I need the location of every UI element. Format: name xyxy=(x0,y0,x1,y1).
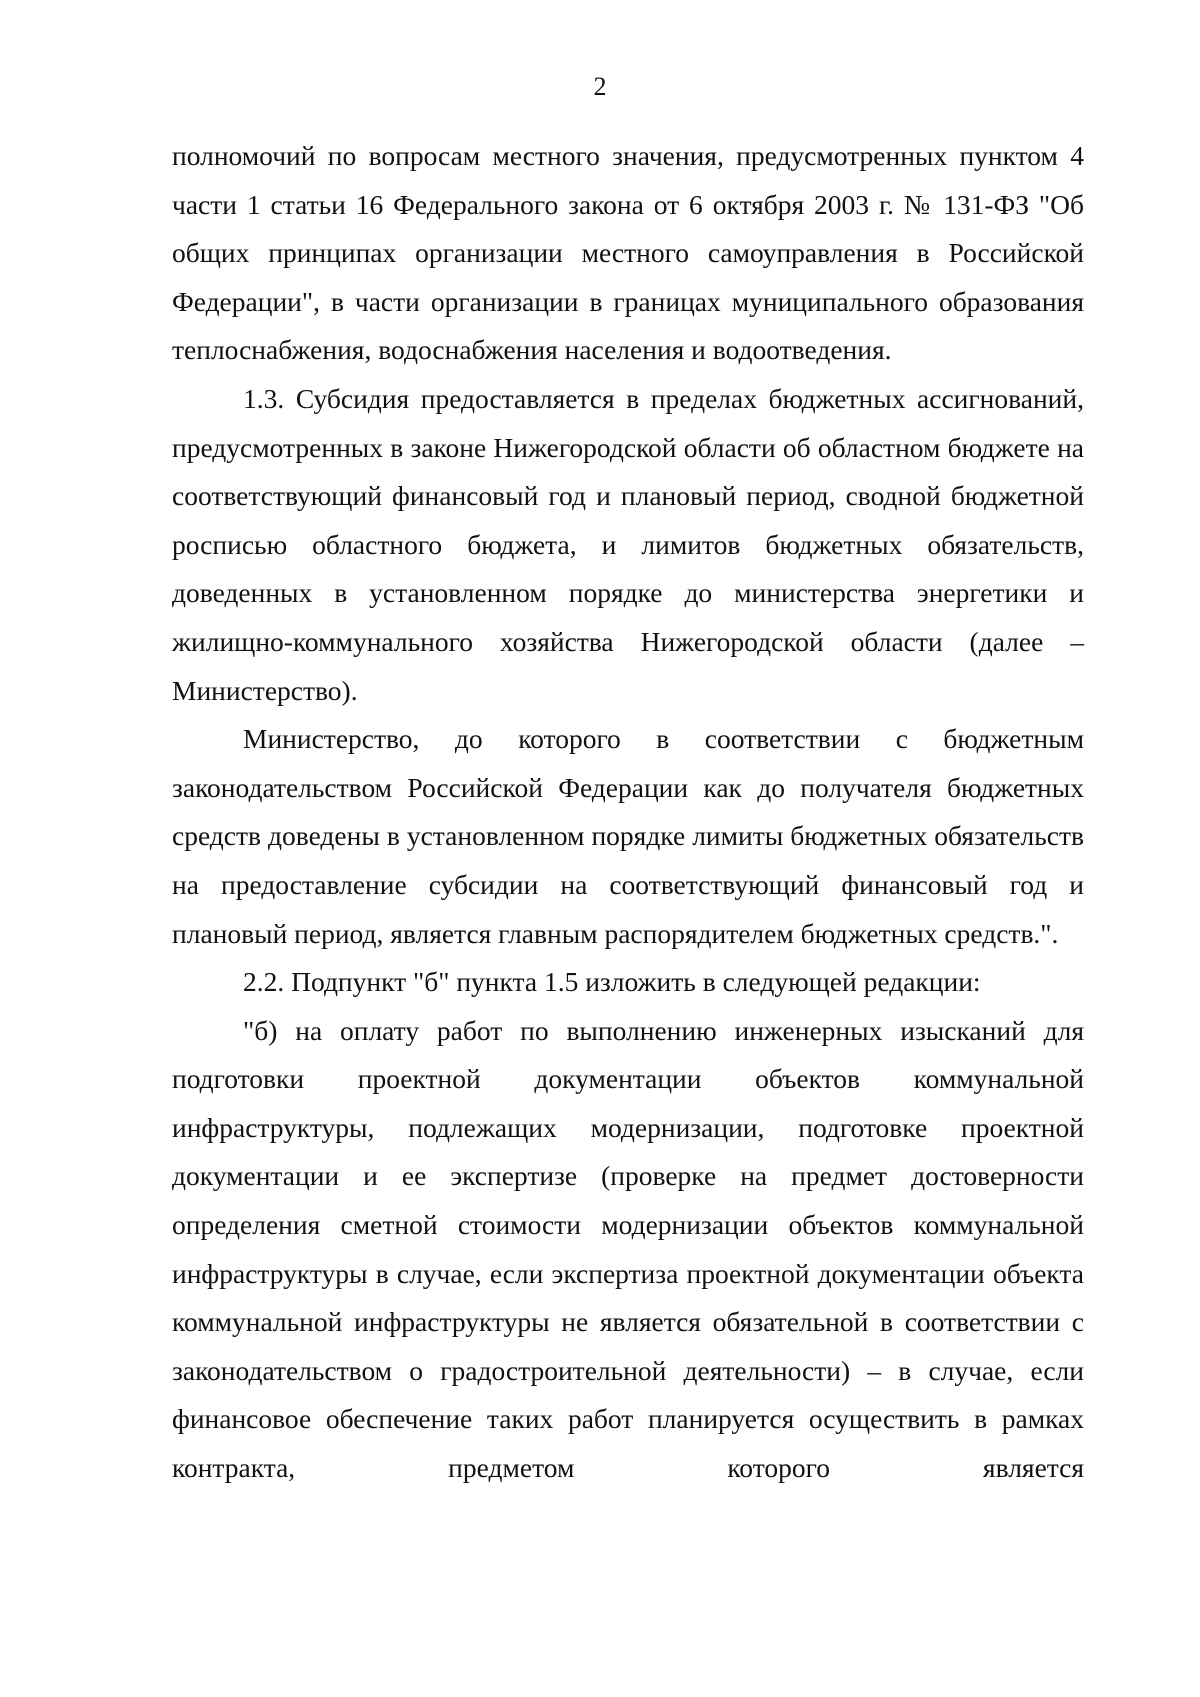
paragraph-ministry: Министерство, до которого в соответствии с бюджетным законодательством Российской Федерации как до получателя бюджетных средств доведены в установленном порядке лимиты бюджетных обязательств на предоставление субсидии на соответствующий финансовый год и плановый период, является главным распорядителем бюджетных средств.". xyxy=(172,723,1084,949)
page-number: 2 xyxy=(593,72,607,101)
paragraph-continuation: полномочий по вопросам местного значения, предусмотренных пунктом 4 части 1 статьи 16 Федерального закона от 6 октября 2003 г. № 131-ФЗ "Об общих принципах организации местного самоуправления в Российской Федерации", в части организации в границах муниципального образования теплоснабжения, водоснабжения населения и водоотведения. xyxy=(172,140,1084,366)
document-body xyxy=(172,132,1084,1493)
paragraph-subpoint-b: "б) на оплату работ по выполнению инженерных изысканий для подготовки проектной документации объектов коммунальной инфраструктуры, подлежащих модернизации, подготовке проектной документации и ее экспертизе (проверке на предмет достоверности определения сметной стоимости модернизации объектов коммунальной инфраструктуры в случае, если экспертиза проектной документации объекта коммунальной инфраструктуры не является обязательной в соответствии с законодательством о градостроительной деятельности) – в случае, если финансовое обеспечение таких работ планируется осуществить в рамках контракта, предметом которого является xyxy=(172,1014,1084,1484)
paragraph-subsidy-1-3: 1.3. Субсидия предоставляется в пределах бюджетных ассигнований, предусмотренных в законе Нижегородской области об областном бюджете на соответствующий финансовый год и плановый период, сводной бюджетной росписью областного бюджета, и лимитов бюджетных обязательств, доведенных в установленном порядке до министерства энергетики и жилищно-коммунального хозяйства Нижегородской области (далее – Министерство). xyxy=(172,382,1084,706)
paragraph-amendment-2-2: 2.2. Подпункт "б" пункта 1.5 изложить в следующей редакции: xyxy=(243,966,981,998)
